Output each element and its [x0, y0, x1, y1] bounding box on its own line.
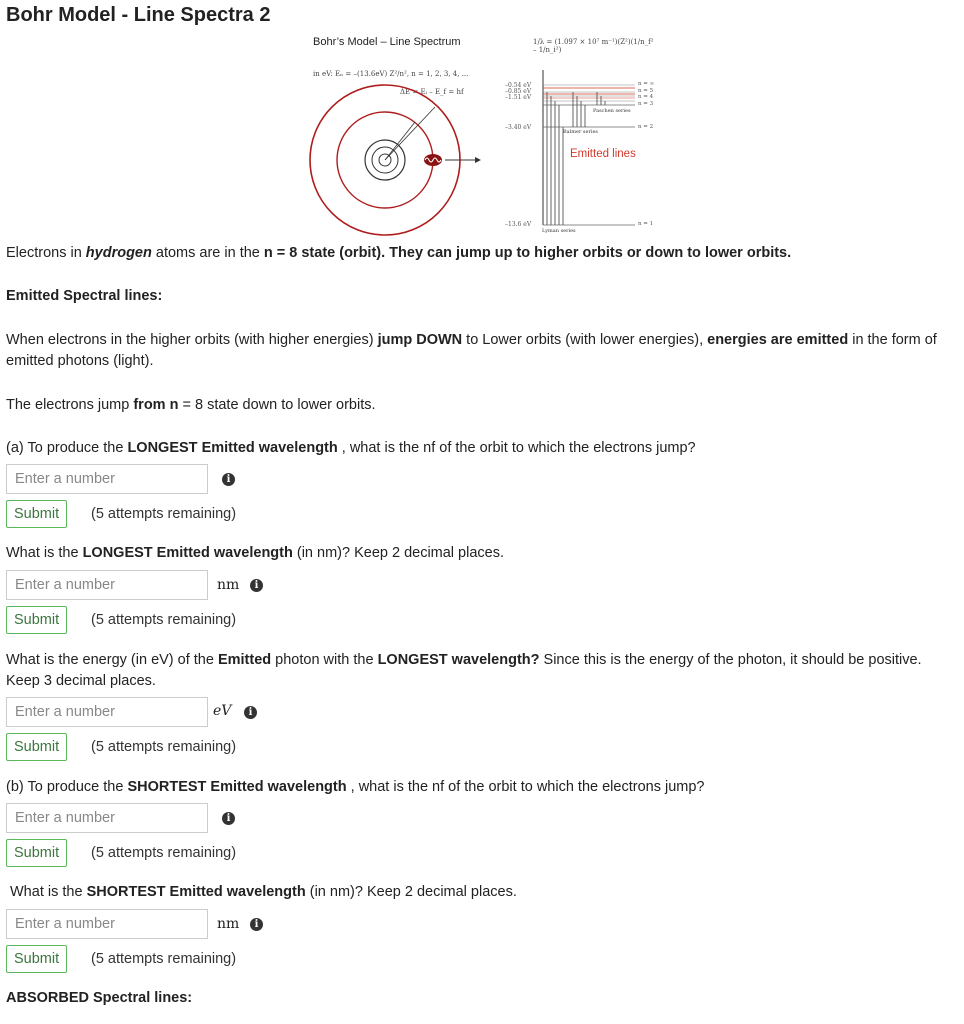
- jump-text-b1: from n: [133, 397, 179, 413]
- intro-pre: Electrons in: [6, 245, 86, 261]
- attempts-remaining: (5 attempts remaining): [91, 739, 237, 755]
- n-label-1: n = 1: [638, 221, 654, 227]
- n-label-3: n = 3: [638, 101, 654, 107]
- answer-input-longest-energy[interactable]: [7, 698, 207, 726]
- energy-label-136: –13.6 eV: [505, 221, 532, 228]
- attempts-remaining: (5 attempts remaining): [91, 612, 237, 628]
- q1-t1: (a) To produce the: [6, 440, 128, 456]
- info-icon[interactable]: i: [250, 579, 263, 592]
- energy-formula: in eV: Eₙ = –(13.6eV) Z²/n², n = 1, 2, 3, 4, ...: [313, 70, 469, 78]
- intro-element: hydrogen: [85, 245, 152, 261]
- emitted-desc-p3: in the form of emitted photons (light).: [6, 332, 937, 369]
- q3-b2: LONGEST wavelength?: [377, 652, 540, 668]
- energy-label-340: –3.40 eV: [505, 124, 532, 131]
- q3-t3: Since this is the energy of the photon, it should be positive. Keep 3 decimal places.: [6, 652, 922, 689]
- question-shortest-wavelength: [10, 882, 517, 903]
- bohr-model-figure: [305, 30, 655, 240]
- figure-title: Bohr’s Model – Line Spectrum: [313, 36, 461, 48]
- answer-box-shortest-wavelength: [6, 909, 208, 939]
- unit-nm: nm: [217, 916, 240, 932]
- answer-input-longest-wavelength[interactable]: [7, 571, 207, 599]
- info-icon[interactable]: i: [222, 812, 235, 825]
- page-title: Bohr Model - Line Spectra 2: [6, 4, 271, 26]
- q1-t2: , what is the nf of the orbit to which the electrons jump?: [337, 440, 696, 456]
- q5-t1: What is the: [10, 884, 87, 900]
- energy-label-054: –0.54 eV: [505, 82, 532, 89]
- bohr-diagram-svg: [305, 30, 655, 240]
- answer-box-b-nf: [6, 803, 208, 833]
- question-b-nf-shortest: [6, 777, 704, 798]
- answer-box-longest-energy: [6, 697, 208, 727]
- answer-input-b-nf[interactable]: [7, 804, 207, 832]
- q5-b1: SHORTEST Emitted wavelength: [86, 884, 306, 900]
- emitted-description: [6, 330, 951, 372]
- absorbed-heading: ABSORBED Spectral lines:: [6, 990, 193, 1006]
- emitted-desc-b1: jump DOWN: [377, 332, 463, 348]
- attempts-remaining: (5 attempts remaining): [91, 506, 237, 522]
- emitted-heading: Emitted Spectral lines:: [6, 288, 163, 304]
- n-label-inf: n = ∞: [638, 81, 655, 87]
- q1-b1: LONGEST Emitted wavelength: [127, 440, 338, 456]
- info-icon[interactable]: i: [222, 473, 235, 486]
- q3-b1: Emitted: [217, 652, 272, 668]
- attempts-remaining: (5 attempts remaining): [91, 845, 237, 861]
- submit-button-longest-wavelength[interactable]: Submit: [6, 606, 67, 634]
- intro-mid: atoms are in the: [151, 245, 264, 261]
- jump-text-p2: = 8 state down to lower orbits.: [178, 397, 376, 413]
- q3-t1: What is the energy (in eV) of the: [6, 652, 218, 668]
- answer-input-shortest-wavelength[interactable]: [7, 910, 207, 938]
- attempts-remaining: (5 attempts remaining): [91, 951, 237, 967]
- intro-text: [6, 243, 791, 264]
- info-icon[interactable]: i: [244, 706, 257, 719]
- question-longest-energy: [6, 650, 951, 692]
- q4-b1: SHORTEST Emitted wavelength: [127, 779, 347, 795]
- energy-label-151: –1.51 eV: [505, 94, 532, 101]
- n-label-2: n = 2: [638, 124, 654, 130]
- jump-text: [6, 395, 376, 416]
- q2-b1: LONGEST Emitted wavelength: [82, 545, 293, 561]
- submit-button-longest-energy[interactable]: Submit: [6, 733, 67, 761]
- wavelength-formula: 1/λ = (1.097 × 10⁷ m⁻¹)(Z²)(1/n_f² – 1/n_i²): [533, 38, 654, 54]
- q5-t2: (in nm)? Keep 2 decimal places.: [305, 884, 517, 900]
- emitted-lines-label: Emitted lines: [570, 148, 636, 160]
- question-longest-wavelength: [6, 543, 504, 564]
- answer-input-a-nf[interactable]: [7, 465, 207, 493]
- q2-t2: (in nm)? Keep 2 decimal places.: [292, 545, 504, 561]
- emitted-desc-b2: energies are emitted: [707, 332, 849, 348]
- emitted-desc-p2: to Lower orbits (with lower energies),: [462, 332, 708, 348]
- emitted-desc-p1: When electrons in the higher orbits (with higher energies): [6, 332, 378, 348]
- intro-state: n = 8 state (orbit). They can jump up to higher orbits or down to lower orbits.: [263, 245, 792, 261]
- n-label-4: n = 4: [638, 94, 654, 100]
- question-a-nf-longest: [6, 438, 696, 459]
- q4-t1: (b) To produce the: [6, 779, 128, 795]
- paschen-series-label: Paschen series: [593, 108, 631, 114]
- delta-e-formula: ΔE = Eᵢ – E_f = hf: [400, 88, 464, 96]
- q3-t2: photon with the: [271, 652, 378, 668]
- jump-text-p1: The electrons jump: [6, 397, 134, 413]
- balmer-series-label: Balmer series: [563, 129, 598, 135]
- answer-box-a-nf: [6, 464, 208, 494]
- answer-box-longest-wavelength: [6, 570, 208, 600]
- unit-nm: nm: [217, 577, 240, 593]
- n-label-5: n = 5: [638, 88, 654, 94]
- submit-button-shortest-wavelength[interactable]: Submit: [6, 945, 67, 973]
- energy-label-085: –0.85 eV: [505, 88, 532, 95]
- lyman-series-label: Lyman series: [542, 228, 576, 234]
- unit-ev: eV: [213, 703, 232, 719]
- q4-t2: , what is the nf of the orbit to which the electrons jump?: [346, 779, 705, 795]
- submit-button-b-nf[interactable]: Submit: [6, 839, 67, 867]
- info-icon[interactable]: i: [250, 918, 263, 931]
- q2-t1: What is the: [6, 545, 83, 561]
- submit-button-a-nf[interactable]: Submit: [6, 500, 67, 528]
